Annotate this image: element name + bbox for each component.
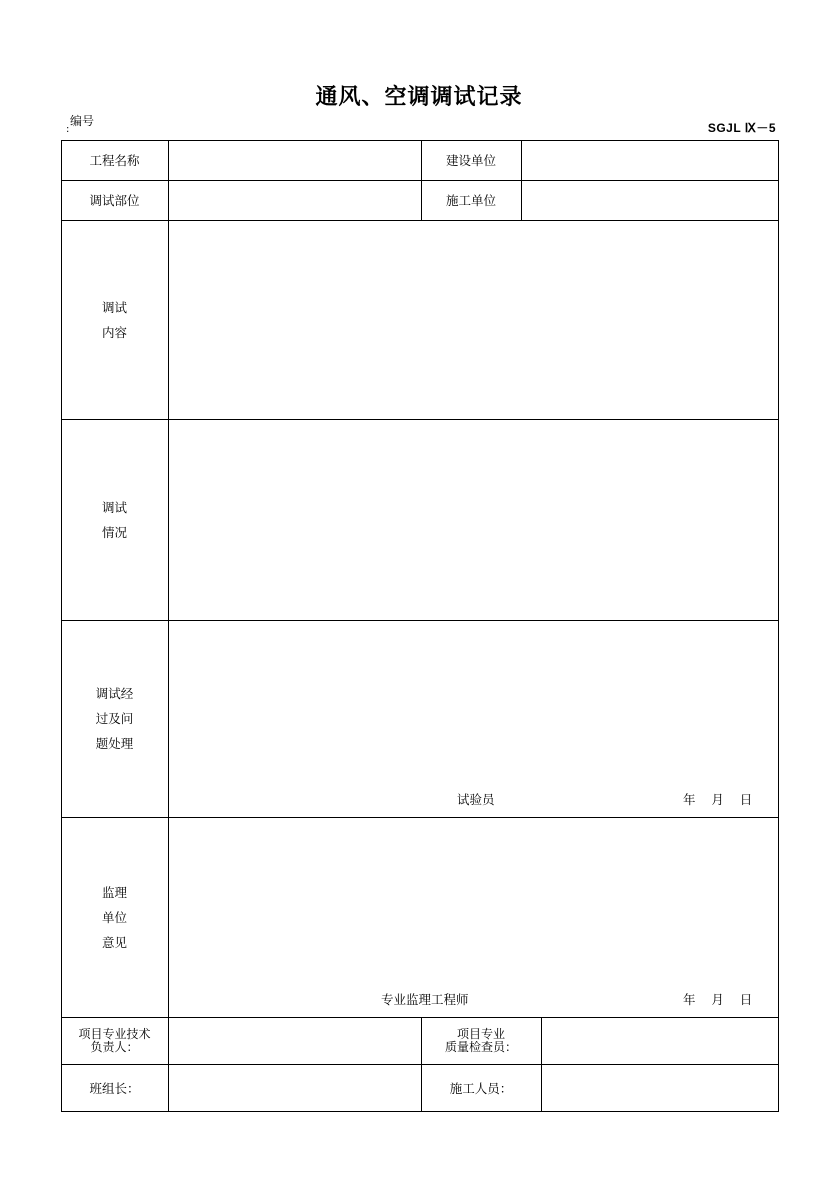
supervision-opinion-label-line: 监理 — [101, 884, 127, 900]
debug-situation-area[interactable] — [169, 420, 778, 620]
debug-process-label-line: 调试经 — [95, 686, 134, 701]
supervision-opinion-area[interactable] — [169, 818, 778, 1017]
serial-number-label: 编号 — [70, 114, 95, 128]
debug-process-label-line: 题处理 — [95, 736, 134, 751]
team-leader-label: 班组长： — [89, 1081, 140, 1096]
supervision-opinion-label-line: 意见 — [101, 934, 127, 950]
project-name-label: 工程名称 — [89, 153, 140, 168]
debug-location-label: 调试部位 — [89, 193, 140, 208]
debug-process-label — [61, 620, 168, 817]
tech-lead-field[interactable] — [169, 1018, 421, 1064]
constructor-field[interactable] — [522, 181, 778, 220]
debug-situation-label-line: 调试 — [101, 499, 127, 515]
debug-situation-label-line: 情况 — [101, 524, 127, 540]
debug-content-label-line: 内容 — [101, 324, 127, 340]
supervision-opinion-label-line: 单位 — [101, 909, 127, 925]
debug-content-label — [61, 220, 168, 419]
quality-inspector-field[interactable] — [542, 1018, 778, 1064]
tech-lead-label-line: 负责人： — [90, 1039, 139, 1054]
team-leader-field[interactable] — [169, 1065, 421, 1112]
debug-process-area[interactable] — [169, 621, 778, 817]
debug-situation-label — [61, 419, 168, 620]
serial-number-colon: : — [66, 124, 70, 135]
quality-inspector-label-line: 项目专业 — [456, 1026, 505, 1041]
debug-content-label-line: 调试 — [101, 299, 127, 315]
constructor-label: 施工单位 — [445, 193, 496, 208]
quality-inspector-label — [421, 1017, 541, 1064]
form-code: SGJL Ⅸ－5 — [707, 121, 776, 135]
tester-date: 年 月 日 — [683, 792, 753, 807]
project-name-field[interactable] — [169, 141, 421, 180]
page-title: 通风、空调调试记录 — [315, 85, 523, 110]
supervision-opinion-label — [61, 817, 168, 1017]
debug-location-field[interactable] — [169, 181, 421, 220]
debug-process-label-line: 过及问 — [95, 711, 134, 726]
quality-inspector-label-line: 质量检查员： — [444, 1039, 517, 1054]
debug-content-area[interactable] — [169, 221, 778, 419]
supervising-engineer-date: 年 月 日 — [683, 992, 753, 1007]
builder-label: 建设单位 — [445, 153, 496, 168]
construction-worker-label: 施工人员： — [449, 1081, 513, 1096]
supervising-engineer-label: 专业监理工程师 — [381, 992, 469, 1007]
tester-signature-label: 试验员 — [457, 792, 495, 807]
tech-lead-label — [61, 1017, 168, 1064]
builder-field[interactable] — [522, 141, 778, 180]
construction-worker-field[interactable] — [542, 1065, 778, 1112]
tech-lead-label-line: 项目专业技术 — [78, 1026, 151, 1041]
